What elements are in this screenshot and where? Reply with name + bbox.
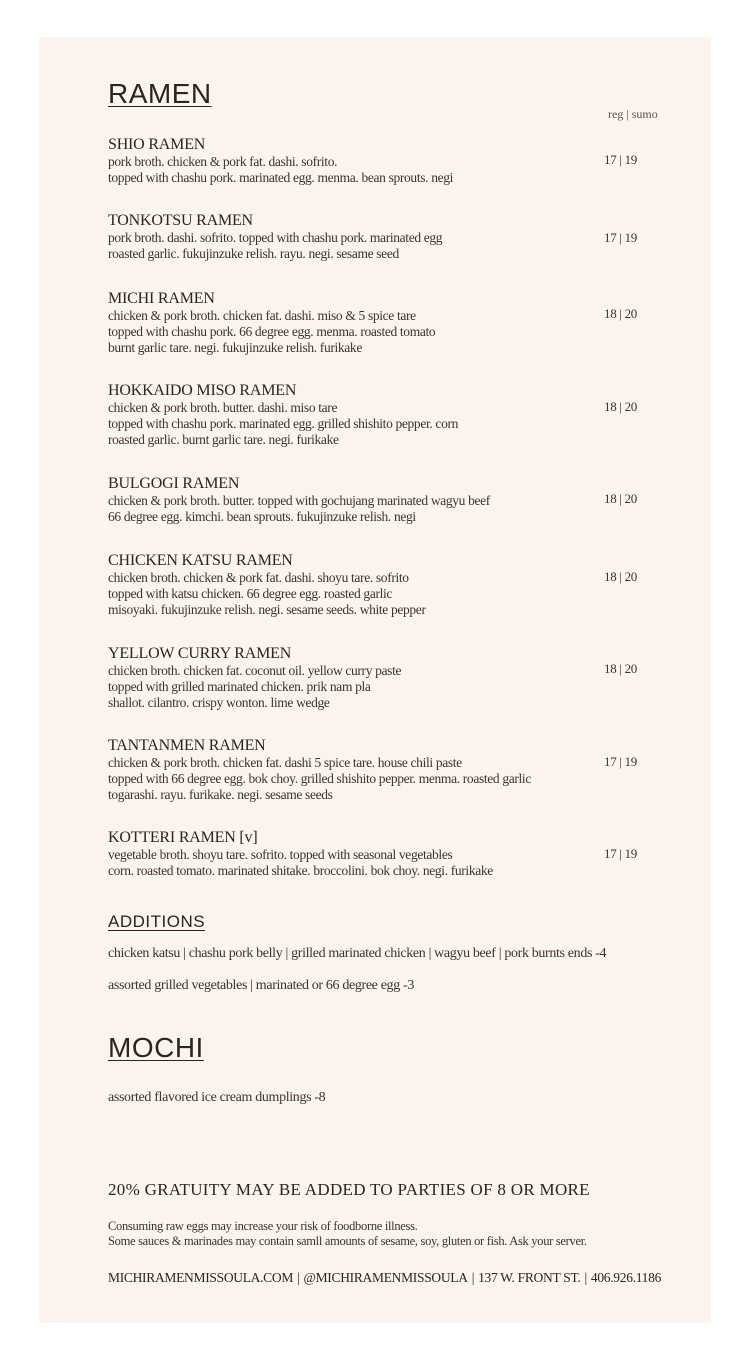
item-price: 18 | 20 <box>604 399 638 414</box>
item-description-line: topped with 66 degree egg. bok choy. grilled shishito pepper. menma. roasted garlic <box>108 771 531 786</box>
item-description-line: corn. roasted tomato. marinated shitake. broccolini. bok choy. negi. furikake <box>108 863 493 878</box>
item-description-line: vegetable broth. shoyu tare. sofrito. topped with seasonal vegetables <box>108 847 453 862</box>
item-description-line: chicken broth. chicken & pork fat. dashi. shoyu tare. sofrito <box>108 570 409 585</box>
item-description-line: topped with chashu pork. marinated egg. menma. bean sprouts. negi <box>108 170 454 185</box>
item-price: 17 | 19 <box>604 846 638 861</box>
item-description-line: chicken & pork broth. butter. dashi. miso tare <box>108 400 338 415</box>
item-name: HOKKAIDO MISO RAMEN <box>108 382 297 399</box>
item-description-line: topped with chashu pork. marinated egg. grilled shishito pepper. corn <box>108 416 459 431</box>
item-description-line: shallot. cilantro. crispy wonton. lime wedge <box>108 695 330 710</box>
ramen-heading: RAMEN <box>108 78 212 109</box>
item-price: 17 | 19 <box>604 754 638 769</box>
item-description-line: topped with chashu pork. 66 degree egg. menma. roasted tomato <box>108 324 436 339</box>
item-description-line: burnt garlic tare. negi. fukujinzuke relish. furikake <box>108 340 362 355</box>
item-name: TONKOTSU RAMEN <box>108 212 253 229</box>
disclaimer-line: Consuming raw eggs may increase your risk of foodborne illness. <box>108 1219 418 1233</box>
gratuity-notice: 20% GRATUITY MAY BE ADDED TO PARTIES OF 8 OR MORE <box>108 1180 590 1199</box>
item-name: YELLOW CURRY RAMEN <box>108 645 292 662</box>
item-description-line: 66 degree egg. kimchi. bean sprouts. fukujinzuke relish. negi <box>108 509 416 524</box>
item-name: KOTTERI RAMEN [v] <box>108 829 258 846</box>
menu-item-hokkaido-miso-ramen <box>108 382 568 448</box>
item-description-line: pork broth. dashi. sofrito. topped with chashu pork. marinated egg <box>108 230 443 245</box>
item-price: 18 | 20 <box>604 569 638 584</box>
item-name: TANTANMEN RAMEN <box>108 737 266 754</box>
additions-line: chicken katsu | chashu pork belly | grilled marinated chicken | wagyu beef | pork burnts ends -4 <box>108 946 607 961</box>
mochi-line: assorted flavored ice cream dumplings -8 <box>108 1090 326 1105</box>
menu-item-tantanmen-ramen <box>108 737 568 803</box>
item-price: 18 | 20 <box>604 306 638 321</box>
item-description-line: misoyaki. fukujinzuke relish. negi. sesame seeds. white pepper <box>108 602 426 617</box>
item-price: 18 | 20 <box>604 491 638 506</box>
disclaimer <box>108 1219 587 1249</box>
item-description-line: topped with katsu chicken. 66 degree egg. roasted garlic <box>108 586 393 601</box>
item-description-line: topped with grilled marinated chicken. prik nam pla <box>108 679 371 694</box>
menu-item-tonkotsu-ramen <box>108 212 568 262</box>
menu-item-yellow-curry-ramen <box>108 645 568 711</box>
item-description-line: roasted garlic. fukujinzuke relish. rayu. negi. sesame seed <box>108 246 399 261</box>
menu-item-chicken-katsu-ramen <box>108 552 568 618</box>
item-name: CHICKEN KATSU RAMEN <box>108 552 293 569</box>
divider: | <box>471 1270 475 1285</box>
item-description-line: chicken & pork broth. chicken fat. dashi 5 spice tare. house chili paste <box>108 755 462 770</box>
item-name: BULGOGI RAMEN <box>108 475 240 492</box>
item-name: SHIO RAMEN <box>108 136 206 153</box>
menu-item-kotteri-ramen <box>108 829 568 879</box>
social-handle-link[interactable]: @MICHIRAMENMISSOULA <box>303 1270 468 1285</box>
item-description-line: chicken & pork broth. chicken fat. dashi. miso & 5 spice tare <box>108 308 416 323</box>
item-description-line: chicken & pork broth. butter. topped with gochujang marinated wagyu beef <box>108 493 490 508</box>
item-price: 17 | 19 <box>604 230 638 245</box>
phone-number[interactable]: 406.926.1186 <box>590 1270 662 1285</box>
item-description-line: roasted garlic. burnt garlic tare. negi. furikake <box>108 432 339 447</box>
menu-item-shio-ramen <box>108 136 568 186</box>
menu-item-michi-ramen <box>108 290 568 356</box>
disclaimer-line: Some sauces & marinades may contain samll amounts of sesame, soy, gluten or fish. Ask your server. <box>108 1234 587 1248</box>
address: 137 W. FRONT ST. <box>478 1270 581 1285</box>
website-link[interactable]: MICHIRAMENMISSOULA.COM <box>108 1270 294 1285</box>
item-description-line: togarashi. rayu. furikake. negi. sesame seeds <box>108 787 333 802</box>
price-column-header: reg | sumo <box>608 107 658 121</box>
item-description-line: pork broth. chicken & pork fat. dashi. sofrito. <box>108 154 338 169</box>
additions-heading: ADDITIONS <box>108 912 206 931</box>
item-description-line: chicken broth. chicken fat. coconut oil. yellow curry paste <box>108 663 402 678</box>
mochi-heading: MOCHI <box>108 1032 204 1063</box>
divider: | <box>297 1270 300 1285</box>
item-price: 18 | 20 <box>604 661 638 676</box>
divider: | <box>584 1270 587 1285</box>
item-price: 17 | 19 <box>604 152 638 167</box>
item-name: MICHI RAMEN <box>108 290 215 307</box>
footer <box>108 1270 661 1286</box>
menu-item-bulgogi-ramen <box>108 475 568 525</box>
additions-line: assorted grilled vegetables | marinated or 66 degree egg -3 <box>108 978 414 993</box>
